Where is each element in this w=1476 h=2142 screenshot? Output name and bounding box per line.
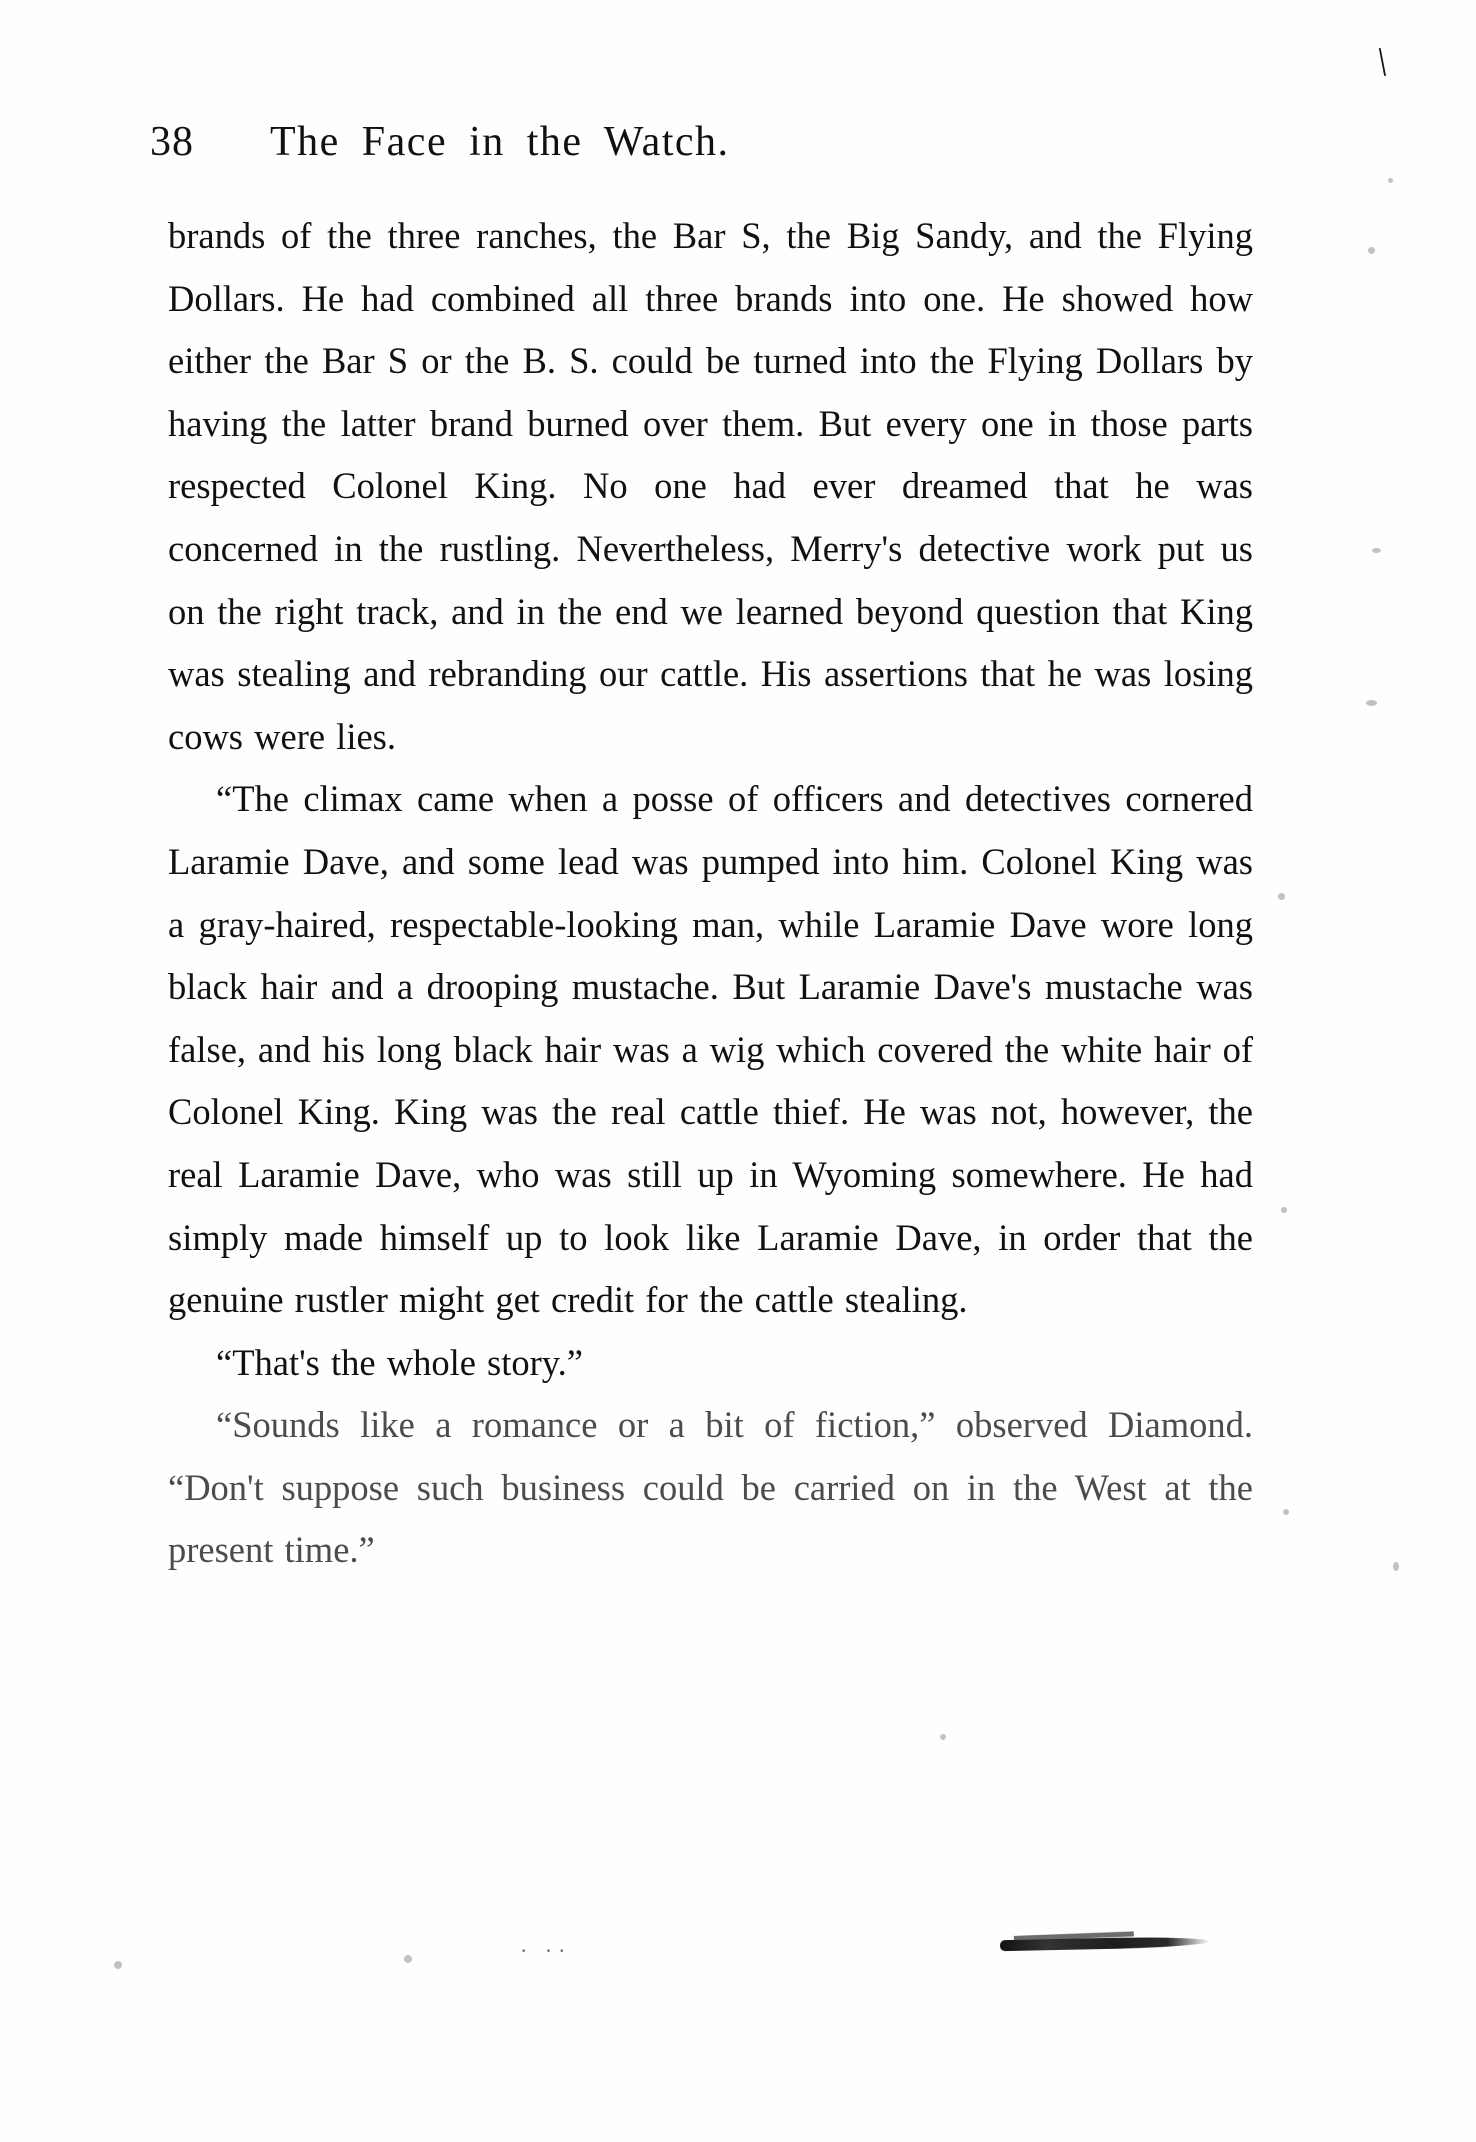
scan-speck: [404, 1955, 412, 1963]
corner-pen-mark: \: [1373, 38, 1392, 85]
ink-smudge: [1000, 1936, 1210, 1951]
scan-speck: [1368, 247, 1375, 254]
scan-speck: [1278, 893, 1285, 900]
paragraph: “Sounds like a romance or a bit of fiction,” observed Diamond. “Don't suppose such business could be carried on in the West at the present time.”: [168, 1404, 1253, 1571]
scan-speck: [1372, 548, 1381, 553]
scan-speck: [1388, 178, 1393, 183]
scan-speck: [1283, 1509, 1289, 1515]
paragraph: brands of the three ranches, the Bar S, the Big Sandy, and the Flying Dollars. He had combined all three brands into one. He showed how either the Bar S or the B. S. could be turned into the Flying Dollars by having the latter brand burned over them. But every one in those parts respected Colonel King. No one had ever dreamed that he was concerned in the rustling. Nevertheless, Merry's detective work put us on the right track, and in the end we learned beyond question that King was stealing and rebranding our cattle. His assertions that he was losing cows were lies.: [168, 215, 1253, 757]
scan-speck: [1393, 1562, 1399, 1571]
footer-smudge: · ··: [520, 1938, 572, 1963]
scan-speck: [1281, 1207, 1287, 1213]
paragraph: “The climax came when a posse of officers and detectives cornered Laramie Dave, and some lead was pumped into him. Colonel King was a gray-haired, respectable-looking man, while Laramie Dave wore long black hair and a drooping mustache. But Laramie Dave's mustache was false, and his long black hair was a wig which covered the white hair of Colonel King. King was the real cattle thief. He was not, however, the real Laramie Dave, who was still up in Wyoming somewhere. He had simply made himself up to look like Laramie Dave, in order that the genuine rustler might get credit for the cattle stealing.: [168, 778, 1253, 1321]
running-title: The Face in the Watch.: [270, 119, 730, 165]
paragraph: “That's the whole story.”: [216, 1341, 583, 1383]
scan-speck: [1366, 700, 1377, 706]
page-body: [168, 205, 1253, 1582]
scan-speck: [114, 1961, 122, 1969]
scan-speck: [940, 1734, 946, 1740]
page-header: [150, 118, 1330, 166]
page-number: 38: [150, 119, 194, 165]
